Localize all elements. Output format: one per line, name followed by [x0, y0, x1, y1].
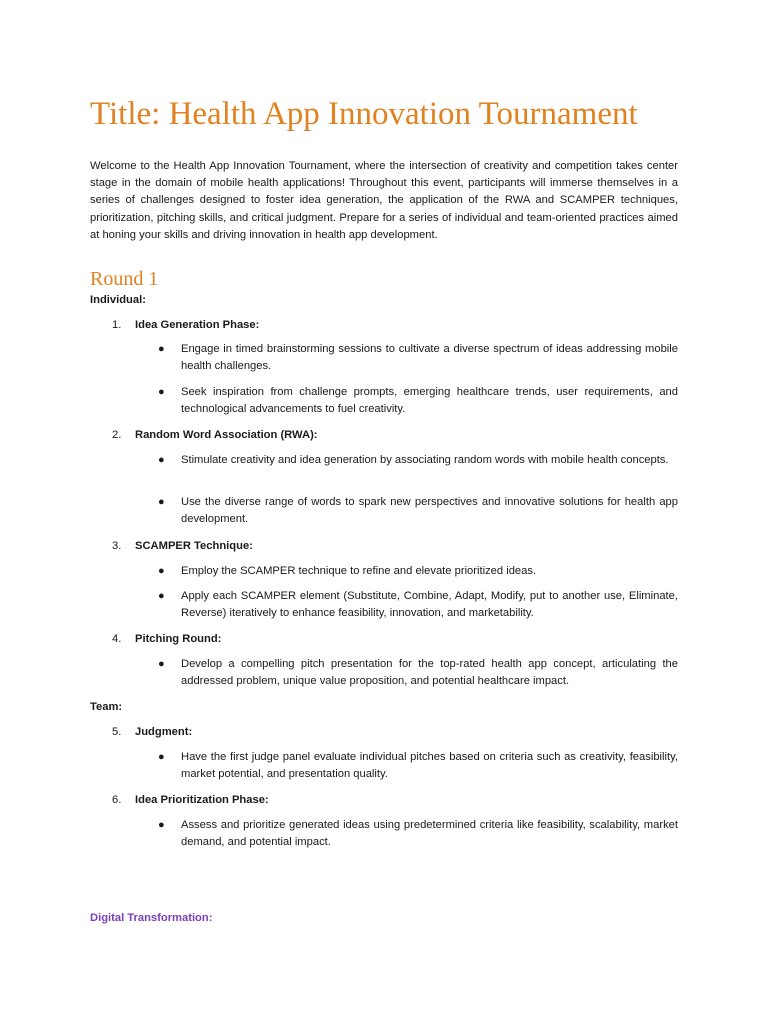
step-3 [112, 538, 253, 554]
list-item [158, 817, 678, 851]
bullet-icon: ● [158, 496, 165, 508]
bullet-text: Have the first judge panel evaluate individual pitches based on criteria such as creativity, feasibility, market potential, and presentation quality. [181, 751, 678, 781]
list-item [158, 494, 678, 528]
step-2 [112, 427, 318, 443]
intro-paragraph: Welcome to the Health App Innovation Tournament, where the intersection of creativity and competition takes center stage in the domain of mobile health applications! Throughout this event, participants will immerse themselves in a series of challenges designed to foster idea generation, the application of the RWA and SCAMPER techniques, prioritization, pitching skills, and critical judgment. Prepare for a series of individual and team-oriented practices aimed at honing your skills and driving innovation in health app development. [90, 160, 678, 241]
list-item [158, 563, 678, 580]
bullet-icon: ● [158, 386, 165, 398]
bullet-text: Develop a compelling pitch presentation for the top-rated health app concept, articulating the addressed problem, unique value proposition, and potential healthcare impact. [181, 658, 678, 688]
bullet-text: Assess and prioritize generated ideas using predetermined criteria like feasibility, scalability, market demand, and potential impact. [181, 819, 678, 849]
step-label: Pitching Round: [135, 633, 222, 645]
bullet-icon: ● [158, 819, 165, 831]
step-number: 5. [112, 726, 122, 738]
step-number: 6. [112, 794, 122, 806]
step-label: Random Word Association (RWA): [135, 429, 318, 441]
step-label: Idea Prioritization Phase: [135, 794, 269, 806]
list-item [158, 749, 678, 783]
bullet-icon: ● [158, 751, 165, 763]
bullet-text: Seek inspiration from challenge prompts, emerging healthcare trends, user requirements, and technological advancements to fuel creativity. [181, 386, 678, 416]
round-heading: Round 1 [90, 268, 159, 290]
step-6 [112, 792, 269, 808]
list-item [158, 588, 678, 622]
bullet-text: Stimulate creativity and idea generation by associating random words with mobile health concepts. [181, 454, 669, 466]
step-number: 4. [112, 633, 122, 645]
step-4 [112, 631, 221, 647]
bullet-text: Apply each SCAMPER element (Substitute, Combine, Adapt, Modify, put to another use, Eliminate, Reverse) iteratively to enhance feasibility, innovation, and marketability. [181, 590, 678, 620]
individual-label: Individual: [90, 294, 146, 306]
list-item [158, 341, 678, 375]
step-5 [112, 724, 192, 740]
digital-transformation-heading: Digital Transformation: [90, 912, 213, 924]
bullet-icon: ● [158, 565, 165, 577]
bullet-icon: ● [158, 454, 165, 466]
step-number: 2. [112, 429, 122, 441]
step-number: 3. [112, 540, 122, 552]
list-item [158, 384, 678, 418]
step-label: Judgment: [135, 726, 193, 738]
team-label: Team: [90, 701, 123, 713]
bullet-icon: ● [158, 590, 165, 602]
step-1 [112, 317, 259, 333]
list-item [158, 452, 678, 469]
list-item [158, 656, 678, 690]
page-title: Title: Health App Innovation Tournament [90, 96, 638, 132]
bullet-text: Employ the SCAMPER technique to refine and elevate prioritized ideas. [181, 565, 537, 577]
step-label: Idea Generation Phase: [135, 319, 260, 331]
bullet-text: Use the diverse range of words to spark new perspectives and innovative solutions for health app development. [181, 496, 678, 526]
step-label: SCAMPER Technique: [135, 540, 253, 552]
step-number: 1. [112, 319, 122, 331]
bullet-icon: ● [158, 658, 165, 670]
bullet-icon: ● [158, 343, 165, 355]
bullet-text: Engage in timed brainstorming sessions to cultivate a diverse spectrum of ideas addressing mobile health challenges. [181, 343, 678, 373]
